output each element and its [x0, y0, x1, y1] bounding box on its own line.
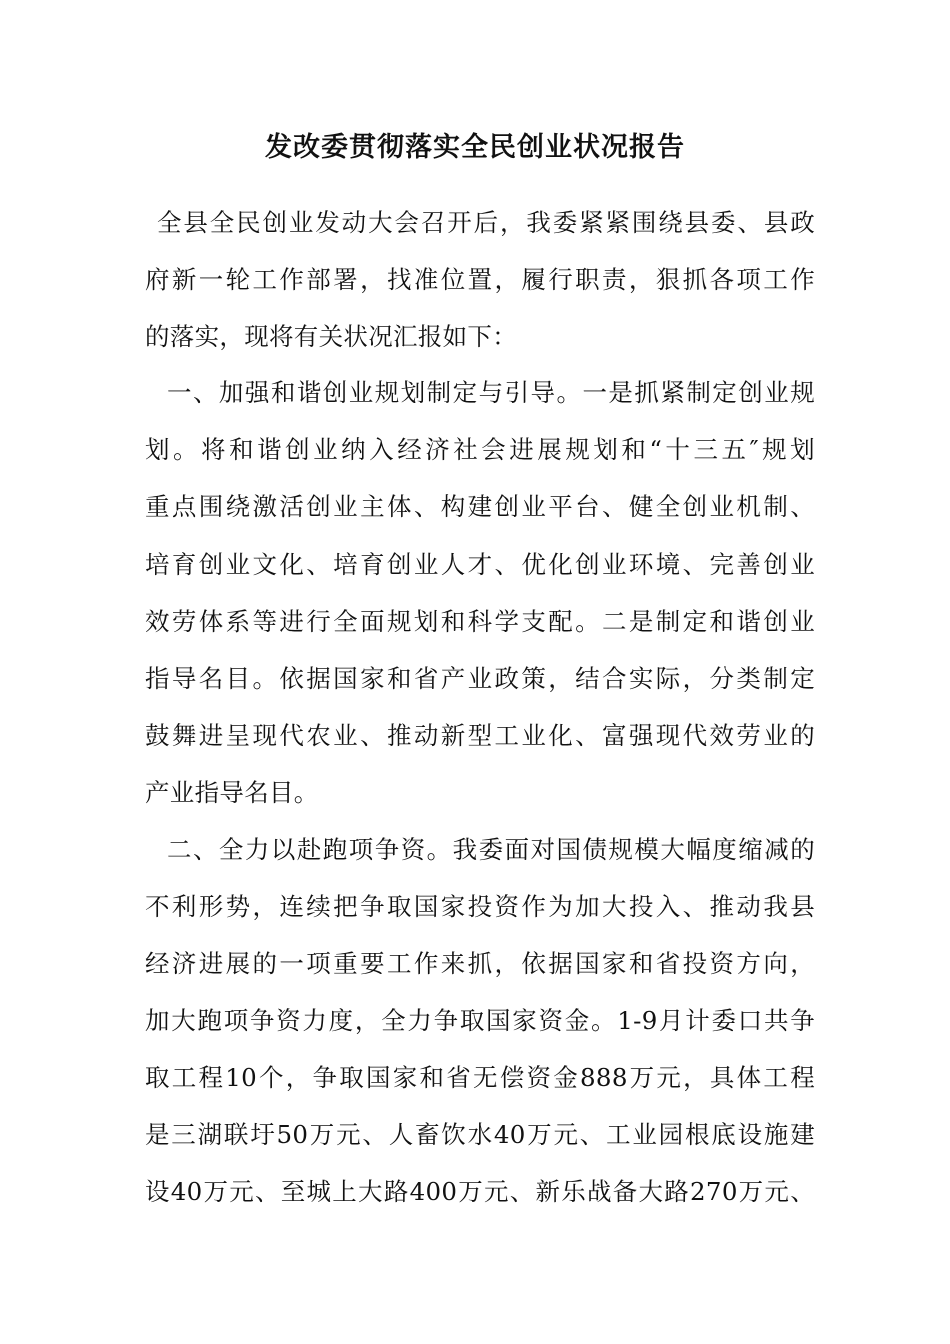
paragraph-line: 效劳体系等进行全面规划和科学支配。二是制定和谐创业: [145, 607, 815, 636]
paragraph-line: 一、加强和谐创业规划制定与引导。一是抓紧制定创业规: [167, 378, 815, 407]
paragraph-line: 划。将和谐创业纳入经济社会进展规划和“十三五″规划: [145, 435, 815, 464]
paragraph-line: 的落实，现将有关状况汇报如下：: [145, 322, 517, 351]
paragraph-line: 府新一轮工作部署，找准位置，履行职责，狠抓各项工作: [145, 265, 815, 294]
document-title: 发改委贯彻落实全民创业状况报告: [265, 132, 685, 163]
paragraph-line: 经济进展的一项重要工作来抓，依据国家和省投资方向，: [145, 949, 815, 978]
paragraph-line: 指导名目。依据国家和省产业政策，结合实际，分类制定: [145, 664, 815, 693]
paragraph-line: 培育创业文化、培育创业人才、优化创业环境、完善创业: [145, 550, 815, 579]
paragraph-line: 二、全力以赴跑项争资。我委面对国债规模大幅度缩减的: [167, 835, 815, 864]
paragraph-line: 不利形势，连续把争取国家投资作为加大投入、推动我县: [145, 892, 815, 921]
paragraph-line: 重点围绕激活创业主体、构建创业平台、健全创业机制、: [145, 492, 815, 521]
paragraph-line: 加大跑项争资力度，全力争取国家资金。1-9月计委口共争: [145, 1006, 815, 1035]
paragraph-line: 设40万元、至城上大路400万元、新乐战备大路270万元、: [145, 1177, 815, 1206]
paragraph-line: 全县全民创业发动大会召开后，我委紧紧围绕县委、县政: [157, 208, 815, 237]
paragraph-line: 产业指导名目。: [145, 778, 319, 807]
paragraph-line: 取工程10个，争取国家和省无偿资金888万元，具体工程: [145, 1063, 815, 1092]
paragraph-line: 是三湖联圩50万元、人畜饮水40万元、工业园根底设施建: [145, 1120, 815, 1149]
paragraph-line: 鼓舞进呈现代农业、推动新型工业化、富强现代效劳业的: [145, 721, 815, 750]
